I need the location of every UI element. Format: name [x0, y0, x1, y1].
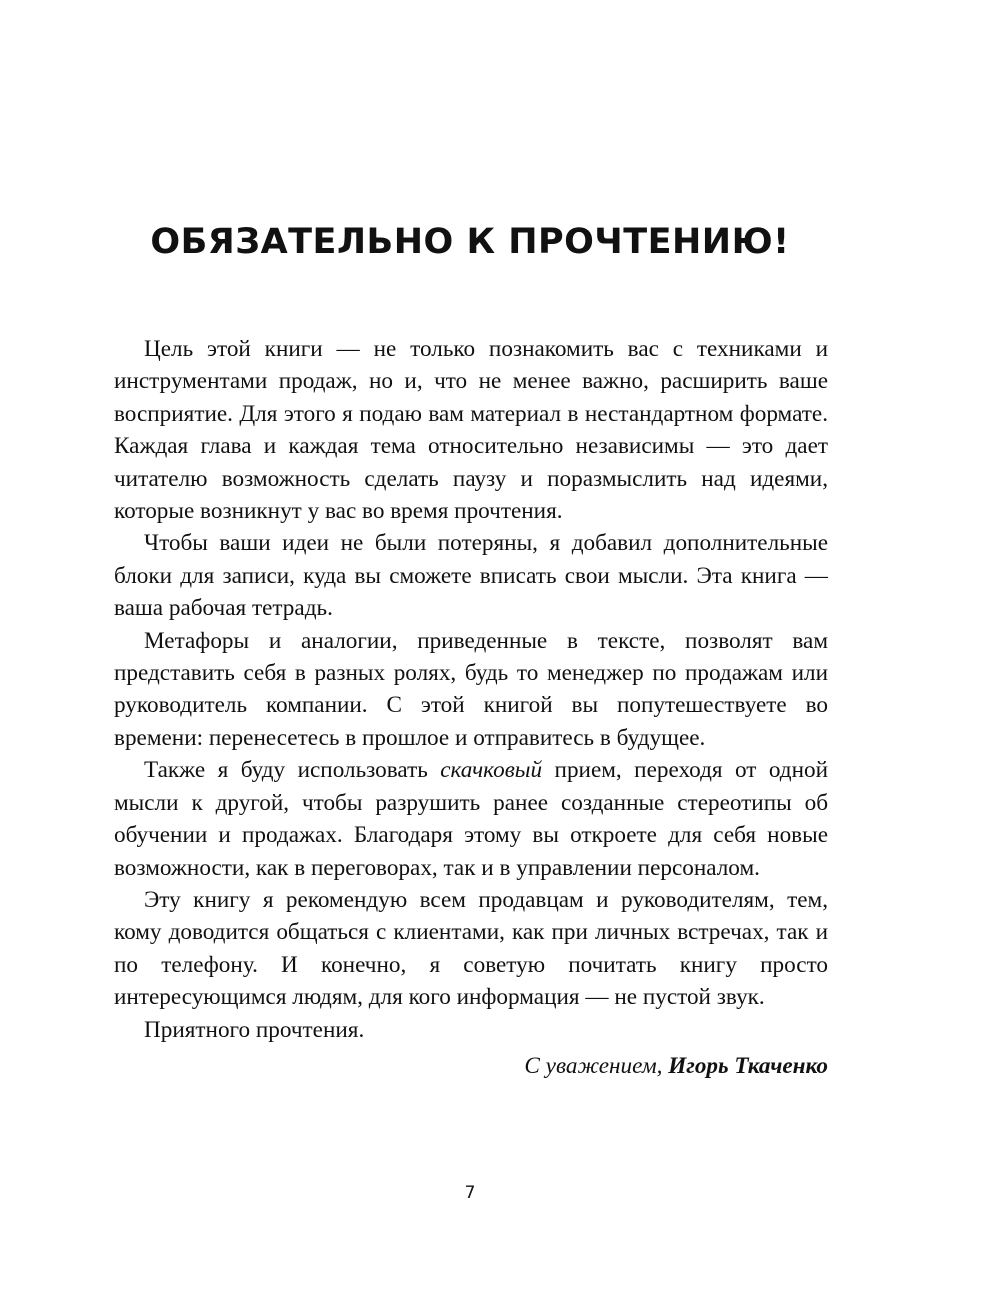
paragraph: Чтобы ваши идеи не были потеряны, я добавил дополнительные блоки для записи, куда вы сможете вписать свои мысли. Эта книга — ваша рабочая тетрадь. [114, 530, 828, 622]
paragraph: Приятного прочтения. [144, 1016, 365, 1043]
paragraph-with-emphasis [114, 754, 828, 884]
signature-author: Игорь Ткаченко [668, 1052, 828, 1079]
page-title: ОБЯЗАТЕЛЬНО К ПРОЧТЕНИЮ! [150, 222, 790, 262]
signature [114, 1050, 828, 1082]
paragraph: Эту книгу я рекомендую всем продавцам и руководителям, тем, кому доводится общаться с клиентами, как при личных встречах, так и по телефону. И конечно, я советую почитать книгу просто интересующимся людям, для кого информация — не пустой звук. [114, 886, 828, 1011]
paragraph-text: Также я буду использовать [144, 757, 441, 784]
emphasized-word: скачковый [440, 757, 543, 784]
body-text [114, 333, 828, 1082]
page-number: 7 [464, 1183, 476, 1203]
paragraph-text: прием, переходя от одной мысли к другой, чтобы разрушить ранее созданные стереотипы об обучении и продажах. Благодаря этому вы откроете для себя новые возможности, как в переговорах, так и в управлении персоналом. [114, 757, 828, 881]
signature-greeting: С уважением, [524, 1052, 663, 1079]
paragraph: Метафоры и аналогии, приведенные в тексте, позволят вам представить себя в разных ролях, будь то менеджер по продажам или руководитель компании. С этой книгой вы попутешествуете во времени: перенесетесь в прошлое и отправитесь в будущее. [114, 627, 828, 751]
paragraph: Цель этой книги — не только познакомить вас с техниками и инструментами продаж, но и, что не менее важно, расширить ваше восприятие. Для этого я подаю вам материал в нестандартном формате. Каждая глава и каждая тема относительно независимы — это дает читателю возможность сделать паузу и поразмыслить над идеями, которые возникнут у вас во время прочтения. [114, 336, 828, 525]
